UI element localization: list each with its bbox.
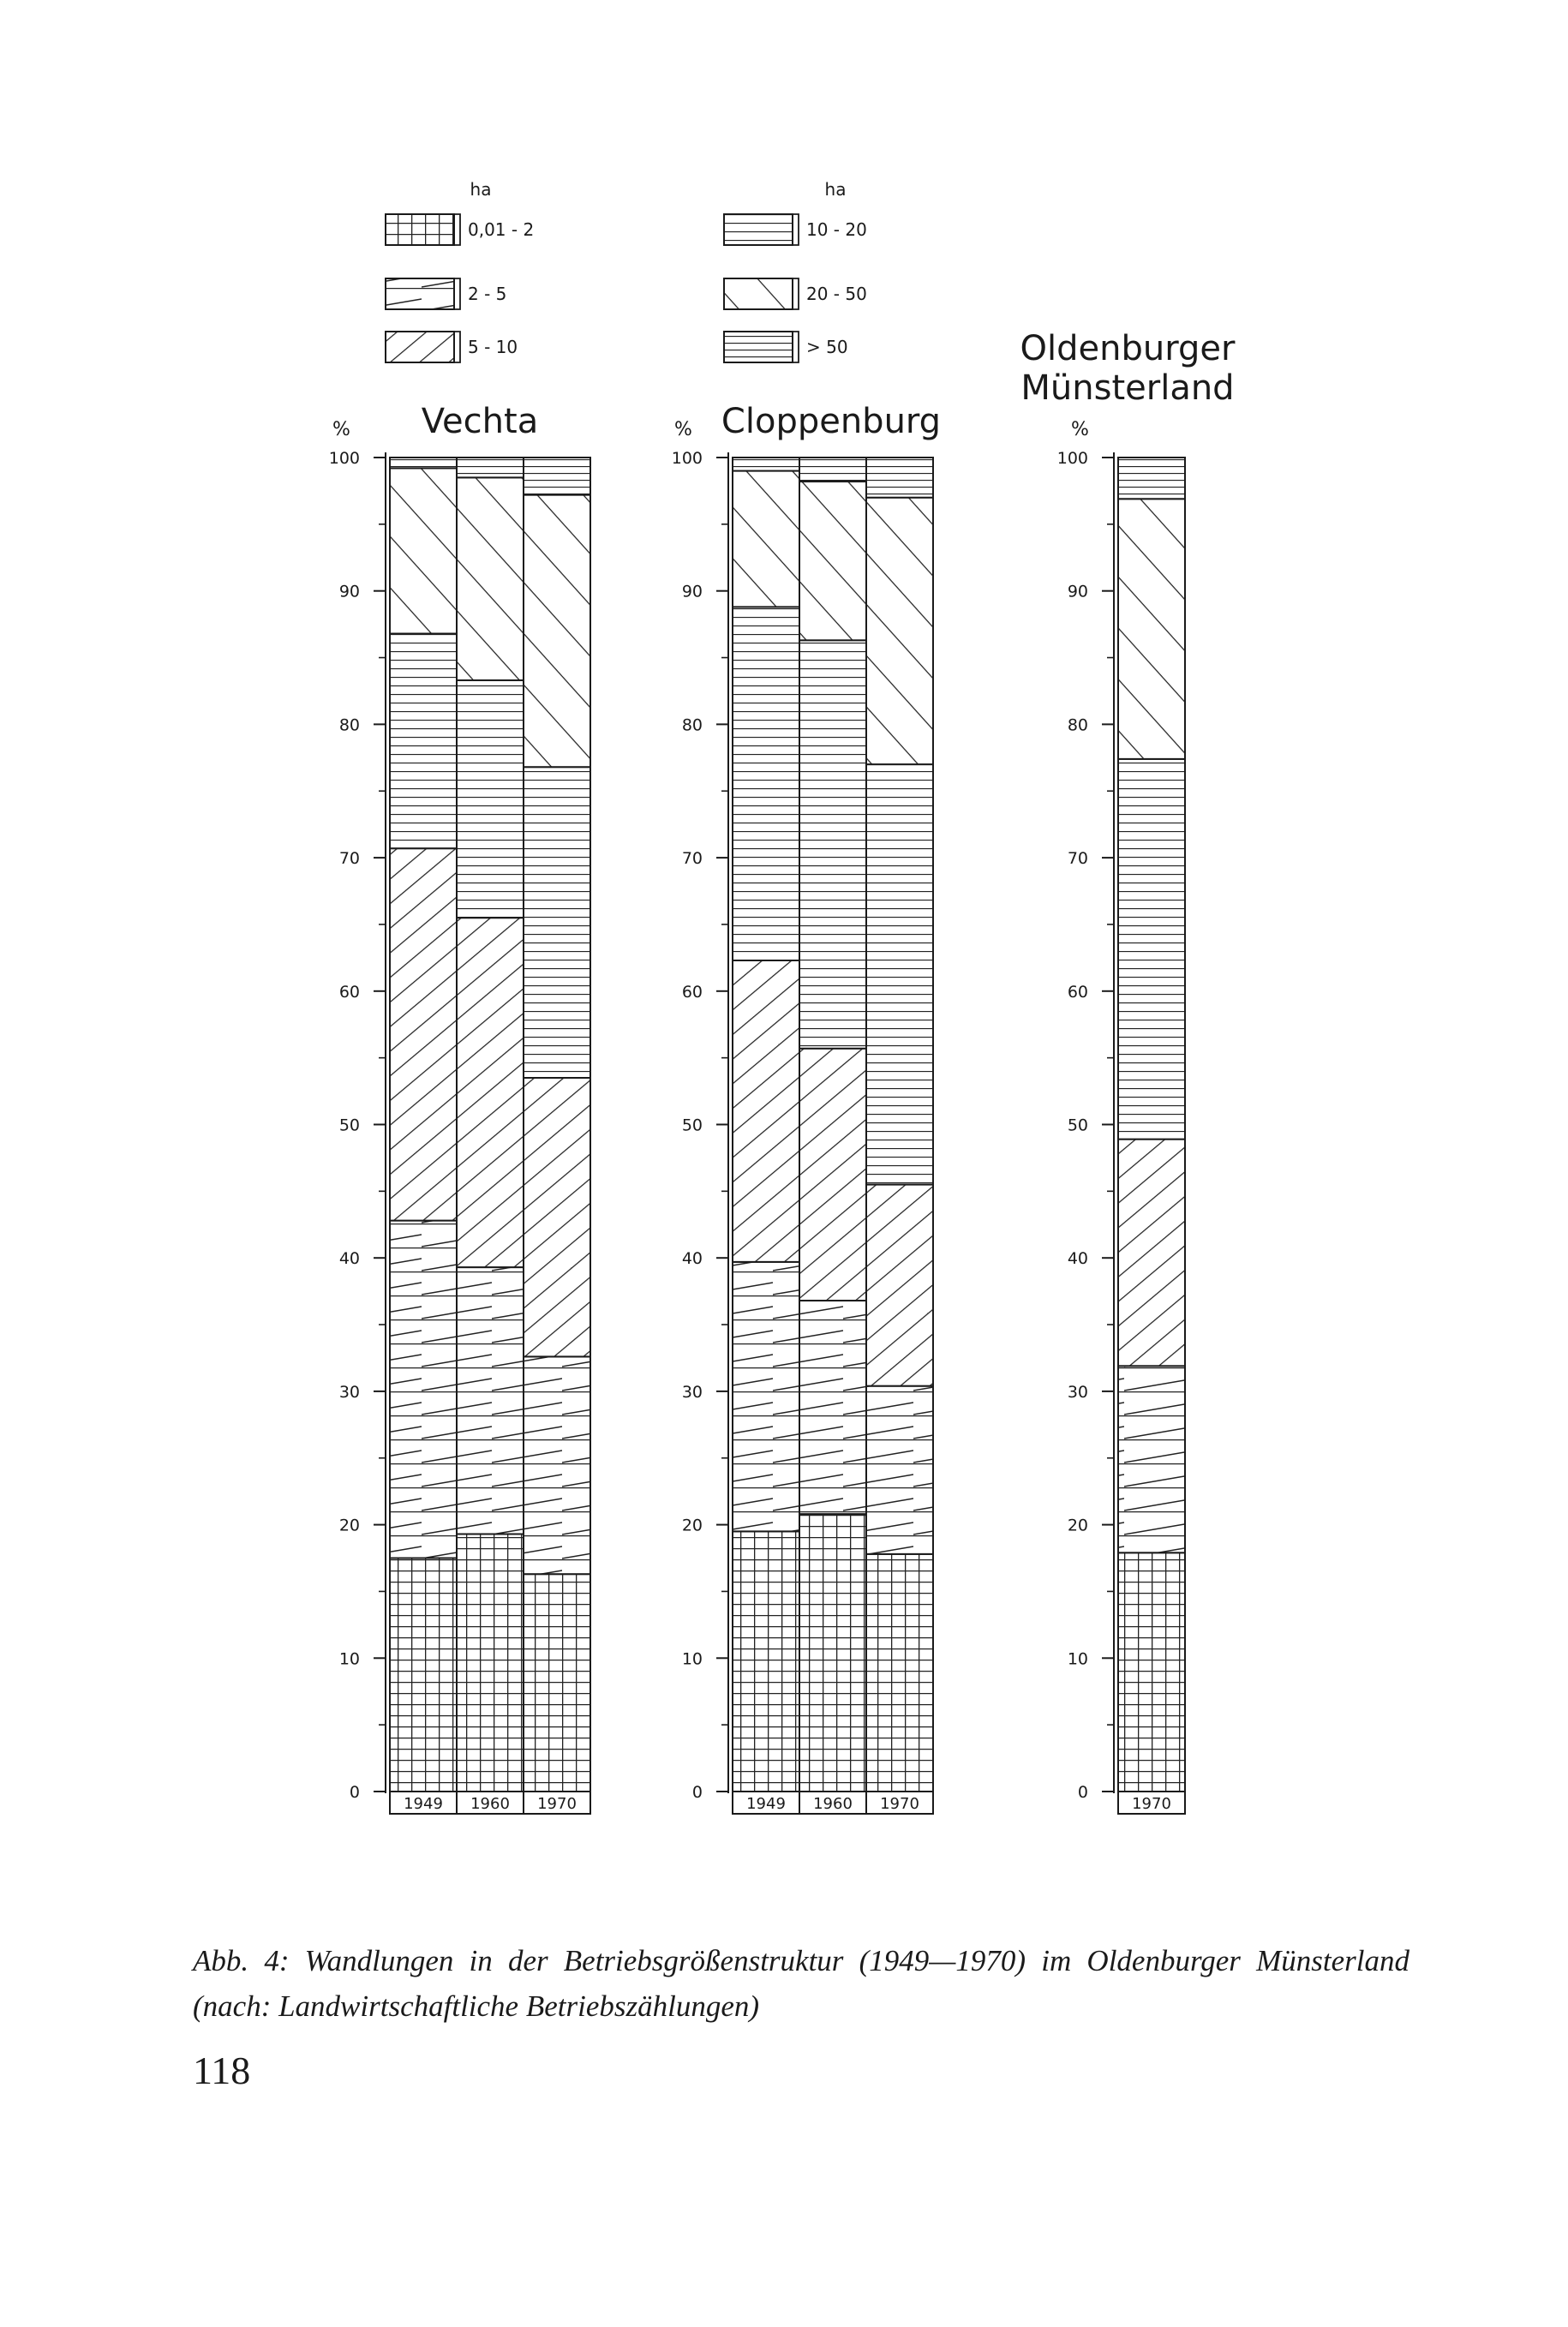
- bar-segment-e-1949: [733, 471, 799, 607]
- bar-segment-b-1949: [733, 1262, 799, 1532]
- bar-segment-d-1970: [1118, 759, 1185, 1140]
- bar-segment-f-1970: [866, 458, 933, 498]
- bar-segment-b-1970: [524, 1356, 590, 1574]
- x-tick-label: 1960: [470, 1795, 510, 1813]
- bar-segment-d-1960: [799, 640, 866, 1048]
- legend-item-f: [724, 332, 848, 362]
- bar-segment-c-1949: [390, 848, 457, 1220]
- bar-segment-a-1970: [866, 1554, 933, 1792]
- bar-segment-f-1960: [457, 458, 524, 477]
- bar-segment-d-1970: [866, 764, 933, 1184]
- y-unit-label: %: [674, 419, 692, 440]
- y-tick-label: 80: [338, 715, 360, 735]
- bar-segment-f-1960: [799, 458, 866, 482]
- y-tick-label: 40: [1067, 1249, 1088, 1269]
- y-tick-label: 0: [691, 1783, 703, 1802]
- chart-title: Vechta: [421, 402, 539, 441]
- bar-segment-b-1970: [1118, 1366, 1185, 1552]
- y-tick-label: 50: [1067, 1116, 1088, 1135]
- legend: [386, 179, 867, 362]
- chart-panel-1: [329, 402, 590, 1814]
- bar-segment-a-1960: [799, 1514, 866, 1792]
- y-tick-label: 90: [681, 582, 703, 601]
- bar-segment-c-1970: [524, 1078, 590, 1356]
- x-tick-label: 1970: [1132, 1795, 1171, 1813]
- y-tick-label: 10: [1067, 1649, 1088, 1669]
- chart-title: Cloppenburg: [721, 402, 942, 441]
- legend-swatch: [724, 278, 793, 309]
- bar-segment-e-1949: [390, 468, 457, 633]
- x-tick-label: 1970: [880, 1795, 919, 1813]
- bar-segment-e-1970: [866, 498, 933, 764]
- legend-item-c: [386, 332, 518, 362]
- legend-label: 10 - 20: [806, 219, 867, 240]
- y-unit-label: %: [332, 419, 350, 440]
- chart-title: Oldenburger Münsterland: [1020, 329, 1236, 408]
- bar-segment-f-1949: [733, 458, 799, 471]
- figure-caption: Abb. 4: Wandlungen in der Betriebsgrößenstruktur (1949—1970) im Oldenburger Münsterland (nach: Landwirtschaftliche Betriebszählungen): [193, 1944, 1409, 2023]
- bar-segment-b-1949: [390, 1221, 457, 1558]
- y-tick-label: 90: [1067, 582, 1088, 601]
- x-tick-label: 1949: [746, 1795, 786, 1813]
- bar-segment-f-1970: [524, 458, 590, 495]
- bar-segment-c-1960: [799, 1049, 866, 1301]
- y-tick-label: 80: [1067, 715, 1088, 735]
- y-tick-label: 30: [1067, 1382, 1088, 1402]
- y-tick-label: 50: [338, 1116, 360, 1135]
- bar-segment-c-1960: [457, 918, 524, 1267]
- y-tick-label: 60: [1067, 982, 1088, 1002]
- bar-segment-f-1949: [390, 458, 457, 468]
- legend-swatch: [724, 214, 793, 245]
- bar-segment-c-1970: [866, 1185, 933, 1386]
- legend-item-e: [724, 278, 867, 309]
- y-tick-label: 80: [681, 715, 703, 735]
- y-tick-label: 90: [338, 582, 360, 601]
- y-tick-label: 30: [338, 1382, 360, 1402]
- legend-item-a: [386, 214, 534, 245]
- bar-segment-e-1960: [799, 482, 866, 640]
- bar-segment-b-1960: [457, 1267, 524, 1534]
- legend-item-d: [724, 214, 867, 245]
- bar-segment-e-1960: [457, 477, 524, 680]
- x-tick-label: 1949: [404, 1795, 443, 1813]
- y-tick-label: 60: [681, 982, 703, 1002]
- bar-segment-b-1970: [866, 1386, 933, 1554]
- bar-segment-d-1949: [733, 607, 799, 960]
- y-tick-label: 100: [1056, 449, 1088, 468]
- y-tick-label: 0: [349, 1783, 360, 1802]
- bar-segment-a-1949: [390, 1558, 457, 1792]
- legend-unit-label: ha: [824, 179, 847, 200]
- legend-swatch: [386, 214, 454, 245]
- legend-label: 20 - 50: [806, 284, 867, 304]
- legend-swatch: [386, 332, 454, 362]
- y-tick-label: 20: [338, 1516, 360, 1535]
- bar-segment-e-1970: [1118, 499, 1185, 759]
- chart-area: [329, 329, 1236, 1814]
- bar-segment-a-1949: [733, 1531, 799, 1792]
- bar-segment-d-1949: [390, 634, 457, 849]
- bar-segment-a-1960: [457, 1534, 524, 1792]
- y-tick-label: 70: [338, 849, 360, 869]
- chart-panel-3: [1020, 329, 1236, 1814]
- y-tick-label: 70: [1067, 849, 1088, 869]
- legend-label: 5 - 10: [468, 337, 518, 357]
- legend-unit-label: ha: [470, 179, 492, 200]
- x-tick-label: 1960: [813, 1795, 853, 1813]
- y-tick-label: 60: [338, 982, 360, 1002]
- legend-label: > 50: [806, 337, 848, 357]
- y-tick-label: 50: [681, 1116, 703, 1135]
- y-tick-label: 20: [681, 1516, 703, 1535]
- bar-segment-d-1970: [524, 767, 590, 1078]
- legend-label: 2 - 5: [468, 284, 507, 304]
- y-tick-label: 40: [681, 1249, 703, 1269]
- bar-segment-e-1970: [524, 495, 590, 768]
- y-tick-label: 100: [328, 449, 360, 468]
- legend-swatch: [386, 278, 454, 309]
- legend-label: 0,01 - 2: [468, 219, 535, 240]
- y-tick-label: 30: [681, 1382, 703, 1402]
- chart-panel-2: [672, 402, 941, 1814]
- bar-segment-a-1970: [524, 1574, 590, 1792]
- y-tick-label: 70: [681, 849, 703, 869]
- x-tick-label: 1970: [537, 1795, 577, 1813]
- y-tick-label: 10: [681, 1649, 703, 1669]
- y-unit-label: %: [1071, 419, 1089, 440]
- y-tick-label: 100: [671, 449, 703, 468]
- bar-segment-a-1970: [1118, 1552, 1185, 1792]
- bar-segment-f-1970: [1118, 458, 1185, 499]
- bar-segment-c-1970: [1118, 1140, 1185, 1367]
- bar-segment-b-1960: [799, 1301, 866, 1514]
- legend-swatch: [724, 332, 793, 362]
- y-tick-label: 20: [1067, 1516, 1088, 1535]
- y-tick-label: 10: [338, 1649, 360, 1669]
- bar-segment-c-1949: [733, 960, 799, 1262]
- page-number: 118: [193, 2049, 251, 2092]
- y-tick-label: 0: [1077, 1783, 1088, 1802]
- bar-segment-d-1960: [457, 680, 524, 918]
- legend-item-b: [386, 278, 506, 309]
- y-tick-label: 40: [338, 1249, 360, 1269]
